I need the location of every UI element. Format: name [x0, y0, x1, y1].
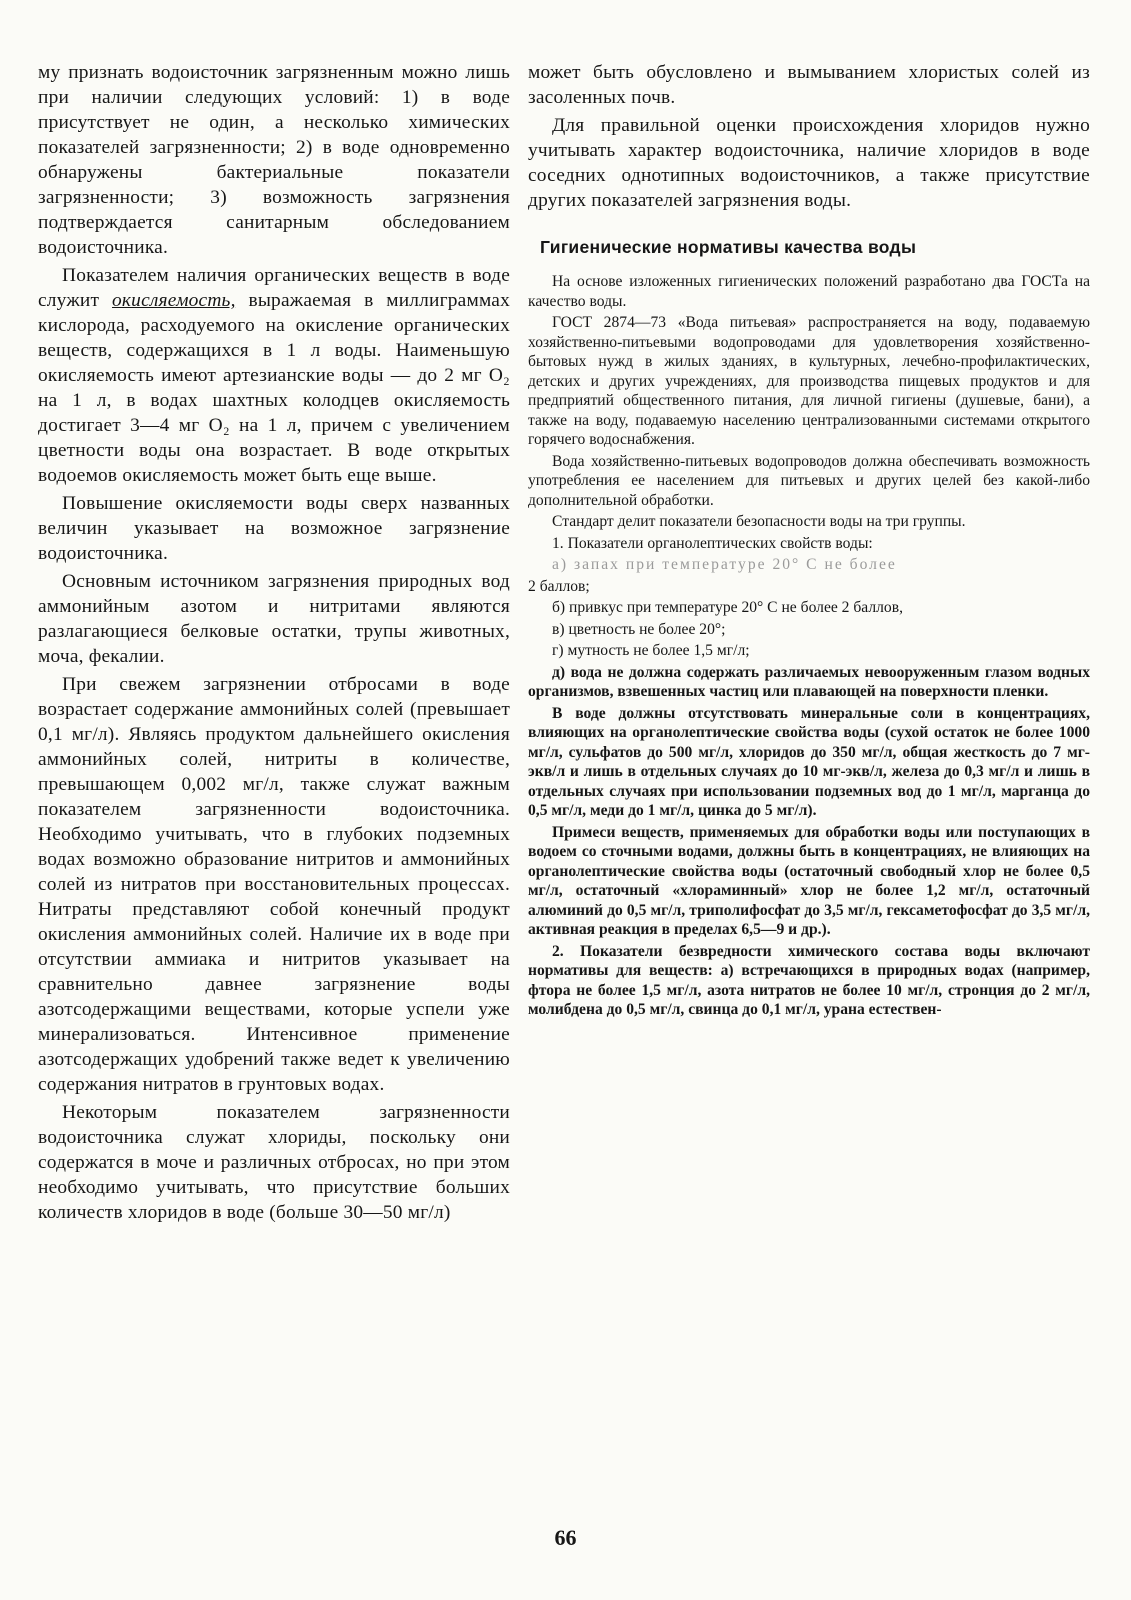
left-paragraph-5: При свежем загрязнении отбросами в воде возрастает содержание аммонийных солей (превышает 0,1 мг/л). Являясь продуктом дальнейшего окисления аммонийных солей, нитриты в количестве, превышающем 0,002 мг/л, также служат важным показателем загрязненности водоисточника. Необходимо учитывать, что в глубоких подземных водах возможно образование нитритов и аммонийных солей из нитратов при восстановительных процессах. Нитраты представляют собой конечный продукт окисления аммонийных солей. Наличие их в воде при отсутствии аммиака и нитритов указывает на сравнительно давнее загрязнение воды азотсодержащими веществами, которые успели уже минерализоваться. Интенсивное применение азотсодержащих удобрений также ведет к увеличению содержания нитратов в грунтовых водах. — [38, 674, 510, 1095]
water-requirement: Вода хозяйственно-питьевых водопроводов должна обеспечивать возможность употребления ее населением для питьевых и других целей без какой-либо дополнительной обработки. — [528, 452, 1090, 509]
right-paragraph-1: может быть обусловлено и вымыванием хлористых солей из засоленных почв. — [528, 62, 1090, 108]
left-paragraph-2 — [38, 263, 510, 488]
item-g-turbidity: г) мутность не более 1,5 мг/л; — [552, 642, 750, 659]
left-paragraph-3: Повышение окисляемости воды сверх названных величин указывает на возможное загрязнение водоисточника. — [38, 493, 510, 564]
group-2-chemical: 2. Показатели безвредности химического состава воды включают нормативы для веществ: а) встречающихся в природных водах (например, фтора не более 1,5 мг/л, азота нитратов не более 10 мг/л, стронция до 2 мг/л, молибдена до 0,5 мг/л, свинца до 0,1 мг/л, урана естествен- — [528, 942, 1090, 1018]
item-a-odor: а) запах при температуре 20° С не более — [552, 556, 897, 573]
section-heading: Гигиенические нормативы качества воды — [540, 237, 917, 257]
mineral-salts: В воде должны отсутствовать минеральные соли в концентрациях, влияющих на органолептические свойства воды (сухой остаток не более 1000 мг/л, сульфатов до 500 мг/л, хлоридов до 350 мг/л, общая жесткость до 7 мг-экв/л и лишь в отдельных случаях до 10 мг-экв/л, железа до 0,3 мг/л и лишь в отдельных случаях при использовании подземных вод до 1 мг/л, марганца до 0,5 мг/л, меди до 1 мг/л, цинка до 5 мг/л). — [528, 704, 1090, 819]
left-paragraph-4: Основным источником загрязнения природных вод аммонийным азотом и нитритами являются разлагающиеся белковые остатки, трупы животных, моча, фекалии. — [38, 571, 510, 667]
standards-intro: На основе изложенных гигиенических положений разработано два ГОСТа на качество воды. — [528, 273, 1090, 310]
right-column — [528, 60, 1090, 1020]
right-paragraph-2: Для правильной оценки происхождения хлоридов нужно учитывать характер водоисточника, наличие хлоридов в воде соседних однотипных водоисточников, а также присутствие других показателей загрязнения воды. — [528, 115, 1090, 211]
left-paragraph-6: Некоторым показателем загрязненности водоисточника служат хлориды, поскольку они содержатся в моче и различных отбросах, но при этом необходимо учитывать, что присутствие больших количеств хлоридов в воде (больше 30—50 мг/л) — [38, 1102, 510, 1223]
standards-section — [528, 272, 1090, 1020]
left-column — [38, 60, 510, 1225]
gost-paragraph: ГОСТ 2874—73 «Вода питьевая» распространяется на воду, подаваемую хозяйственно-питьевыми водопроводами для удовлетворения хозяйственно-бытовых нужд в жилых зданиях, в культурных, лечебно-профилактических, детских и других учреждениях, для производства пищевых продуктов и для предприятий общественного питания, для личной гигиены (душевые, бани), а также на воду, подаваемую населению централизованными системами открытого горячего водоснабжения. — [528, 314, 1090, 448]
left-paragraph-2-end: выражаемая в миллиграммах кислорода, расходуемого на окисление органических веществ, содержащихся в 1 л воды. Наименьшую окисляемость имеют артезианские воды — до 2 мг O₂ на 1 л, в водах шахтных колодцев окисляемость достигает 3—4 мг O₂ на 1 л, причем с увеличением цветности воды она возрастает. В воде открытых водоемов окисляемость может быть еще выше. — [38, 290, 510, 486]
item-d-organisms: д) вода не должна содержать различаемых невооруженным глазом водных организмов, взвешенных частиц или плавающей на поверхности пленки. — [528, 663, 1090, 700]
group-1-title: 1. Показатели органолептических свойств воды: — [552, 534, 873, 552]
item-b-taste: б) привкус при температуре 20° С не более 2 баллов, — [552, 599, 903, 616]
three-groups: Стандарт делит показатели безопасности воды на три группы. — [552, 513, 966, 530]
left-paragraph-2-start: Показателем наличия органических веществ в воде служит — [38, 265, 510, 311]
term-oxidizability: окисляемость, — [112, 290, 236, 311]
page-number: 66 — [554, 1525, 577, 1550]
treatment-impurities: Примеси веществ, применяемых для обработки воды или поступающих в водоем со сточными водами, должны быть в концентрациях, не влияющих на органолептические свойства воды (остаточный свободный хлор не более 0,5 мг/л, остаточный «хлораминный» хлор не более 1,2 мг/л, остаточный алюминий до 0,5 мг/л, триполифосфат до 3,5 мг/л, гексаметофосфат до 3,5 мг/л, активная реакция в пределах 6,5—9 и др.). — [528, 823, 1090, 938]
item-v-color: в) цветность не более 20°; — [552, 620, 726, 638]
left-paragraph-1: му признать водоисточник загрязненным можно лишь при наличии следующих условий: 1) в воде присутствует не один, а несколько химических показателей загрязненности; 2) в воде одновременно обнаружены бактериальные показатели загрязненности; 3) возможность загрязнения подтверждается санитарным обследованием водоисточника. — [38, 62, 510, 258]
item-a-odor-continued: 2 баллов; — [528, 577, 590, 595]
